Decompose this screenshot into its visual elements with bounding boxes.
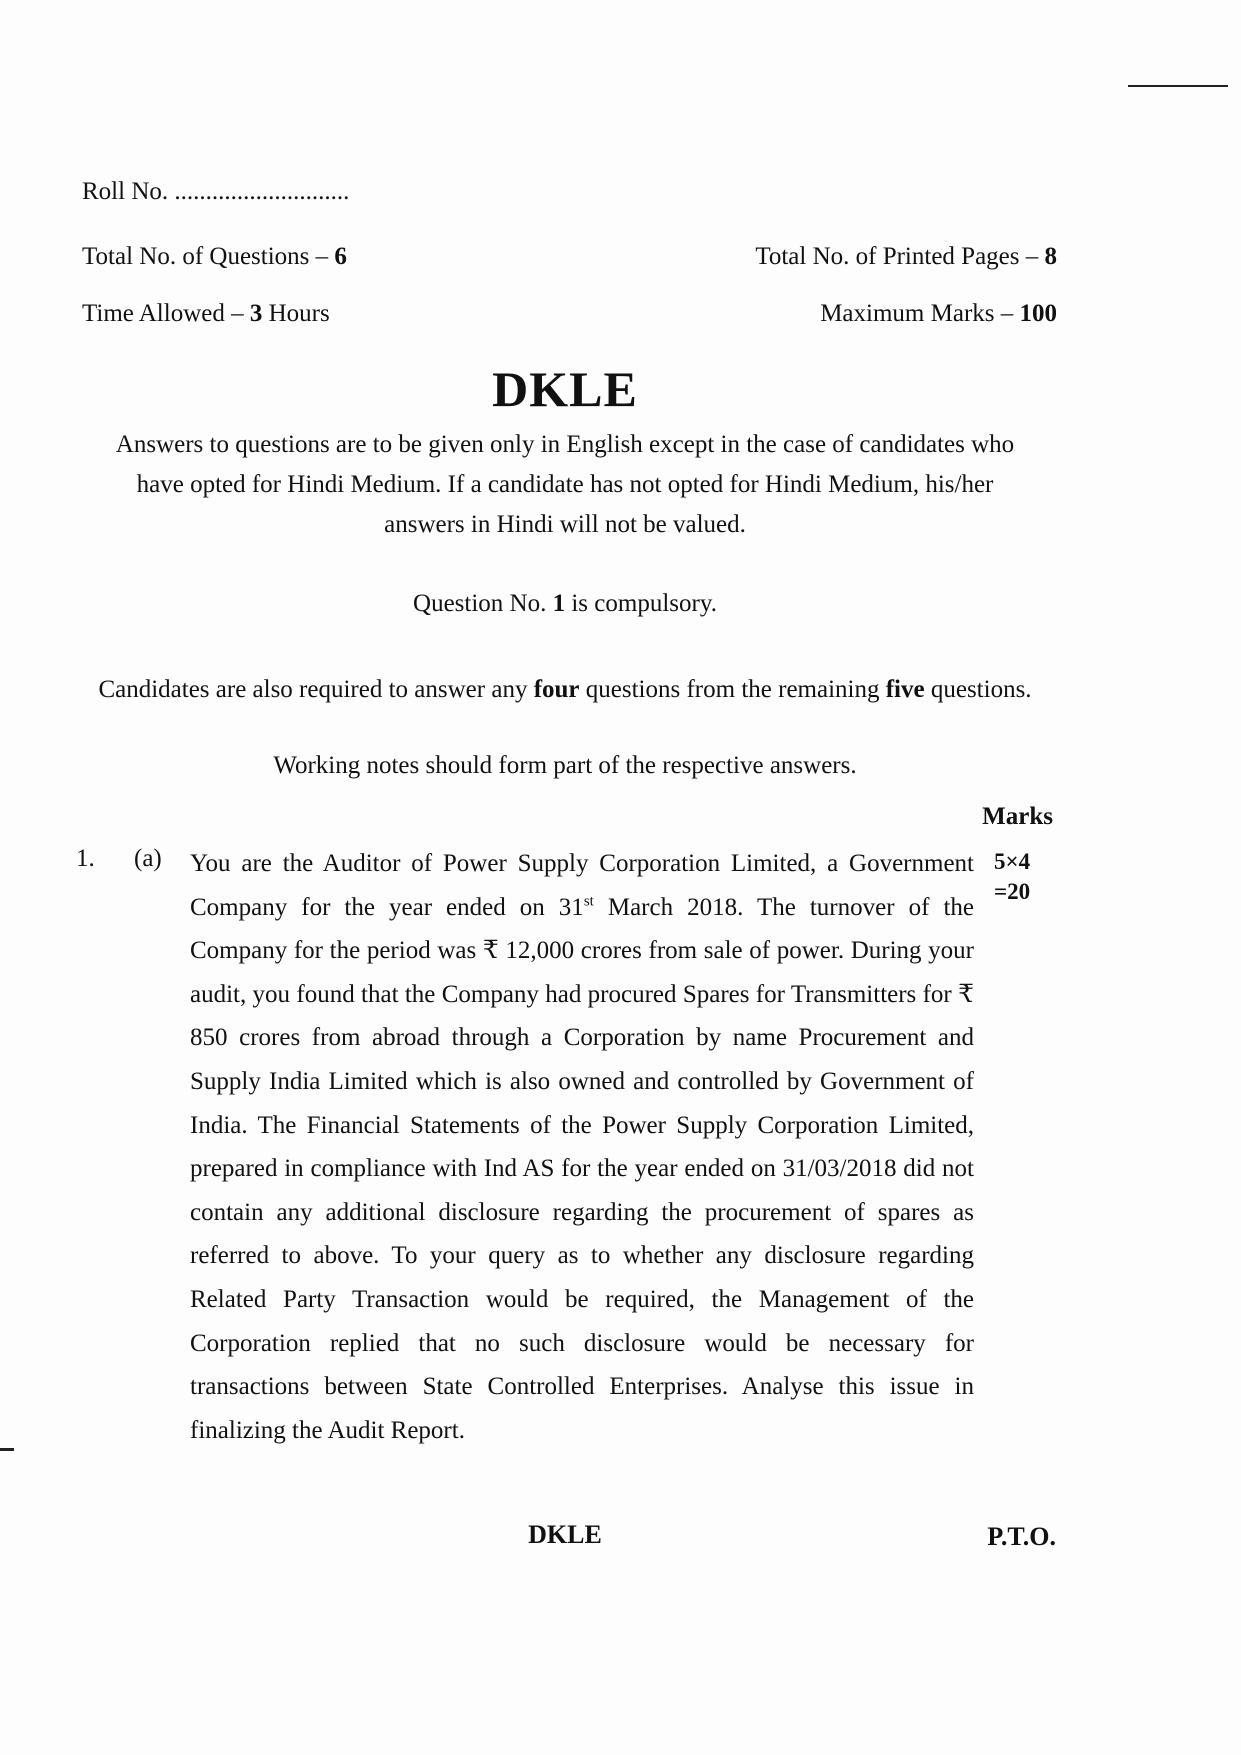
corner-rule [1128,85,1228,87]
time-allowed: Time Allowed – 3 Hours [82,300,330,327]
choice-instruction: Candidates are also required to answer any four questions from the remaining five questions. [98,676,1032,703]
total-questions: Total No. of Questions – 6 [82,243,347,270]
compulsory-instruction: Question No. 1 is compulsory. [413,590,717,617]
working-notes-instruction: Working notes should form part of the respective answers. [273,752,857,779]
marks-column-heading: Marks [982,803,1053,830]
printed-pages: Total No. of Printed Pages – 8 [755,243,1057,270]
roll-number-line: Roll No. ............................ [82,178,350,205]
please-turn-over: P.T.O. [987,1522,1056,1551]
question-text: You are the Auditor of Power Supply Corporation Limited, a Government Company for the year ended on 31st March 2018. The turnover of the Company for the period was ₹ 12,000 crores from sale of power. During your audit, you found that the Company had procured Spares for Transmitters for ₹ 850 crores from abroad through a Corporation by name Procurement and Supply India Limited which is also owned and controlled by Government of India. The Financial Statements of the Power Supply Corporation Limited, prepared in compliance with Ind AS for the year ended on 31/03/2018 did not contain any additional disclosure regarding the procurement of spares as referred to above. To your query as to whether any disclosure regarding Related Party Transaction would be required, the Management of the Corporation replied that no such disclosure would be necessary for transactions between State Controlled Enterprises. Analyse this issue in finalizing the Audit Report. [190,850,974,1444]
margin-mark [0,1448,14,1451]
question-number: 1. [76,845,95,872]
footer-paper-code: DKLE [528,1520,602,1549]
maximum-marks: Maximum Marks – 100 [820,300,1057,327]
paper-code-title: DKLE [492,361,638,417]
question-part-label: (a) [134,845,162,872]
medium-instructions: Answers to questions are to be given only in English except in the case of candidates who have opted for Hindi Medium. If a candidate has not opted for Hindi Medium, his/her answers in Hindi will not be valued. [115,431,1015,538]
question-marks: 5×4 =20 [994,849,1031,904]
